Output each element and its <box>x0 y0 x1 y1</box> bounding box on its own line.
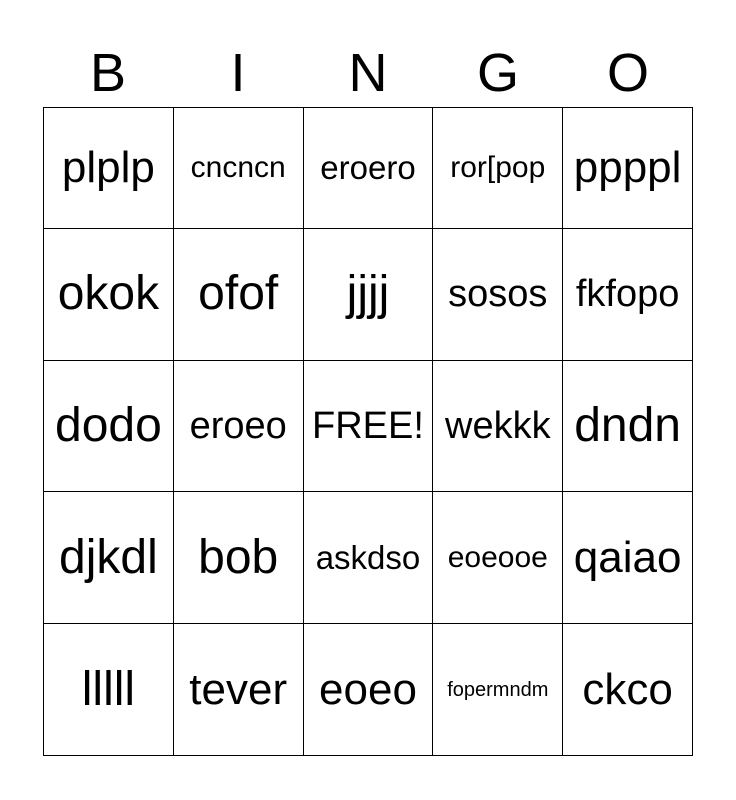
bingo-cell[interactable]: dndn <box>563 360 693 492</box>
bingo-cell[interactable]: dodo <box>44 360 174 492</box>
free-space-cell[interactable]: FREE! <box>303 360 433 492</box>
header-letter-b: B <box>89 43 127 103</box>
bingo-cell[interactable]: ror[pop <box>433 108 563 229</box>
bingo-cell[interactable]: eoeooe <box>433 492 563 624</box>
bingo-row <box>44 108 693 229</box>
bingo-row <box>44 228 693 360</box>
bingo-card-grid <box>43 107 693 756</box>
header-letter-o: O <box>606 43 649 103</box>
bingo-cell[interactable]: eroero <box>303 108 433 229</box>
bingo-row <box>44 492 693 624</box>
bingo-row <box>44 360 693 492</box>
bingo-cell[interactable]: eoeo <box>303 624 433 756</box>
bingo-cell[interactable]: lllll <box>44 624 174 756</box>
bingo-cell[interactable]: ppppl <box>563 108 693 229</box>
bingo-cell[interactable]: qaiao <box>563 492 693 624</box>
bingo-cell[interactable]: tever <box>173 624 303 756</box>
bingo-header <box>43 40 693 106</box>
header-letter-g: G <box>476 43 519 103</box>
bingo-cell[interactable]: jjjj <box>303 228 433 360</box>
bingo-cell[interactable]: fopermndm <box>433 624 563 756</box>
header-letter-n: N <box>348 43 388 103</box>
header-letter-i: I <box>230 43 246 103</box>
bingo-cell[interactable]: djkdl <box>44 492 174 624</box>
bingo-cell[interactable]: wekkk <box>433 360 563 492</box>
bingo-cell[interactable]: cncncn <box>173 108 303 229</box>
bingo-cell[interactable]: bob <box>173 492 303 624</box>
bingo-cell[interactable]: ckco <box>563 624 693 756</box>
bingo-cell[interactable]: ofof <box>173 228 303 360</box>
bingo-cell[interactable]: sosos <box>433 228 563 360</box>
bingo-row <box>44 624 693 756</box>
bingo-cell[interactable]: eroeo <box>173 360 303 492</box>
bingo-cell[interactable]: okok <box>44 228 174 360</box>
bingo-cell[interactable]: askdso <box>303 492 433 624</box>
bingo-cell[interactable]: fkfopo <box>563 228 693 360</box>
bingo-cell[interactable]: plplp <box>44 108 174 229</box>
